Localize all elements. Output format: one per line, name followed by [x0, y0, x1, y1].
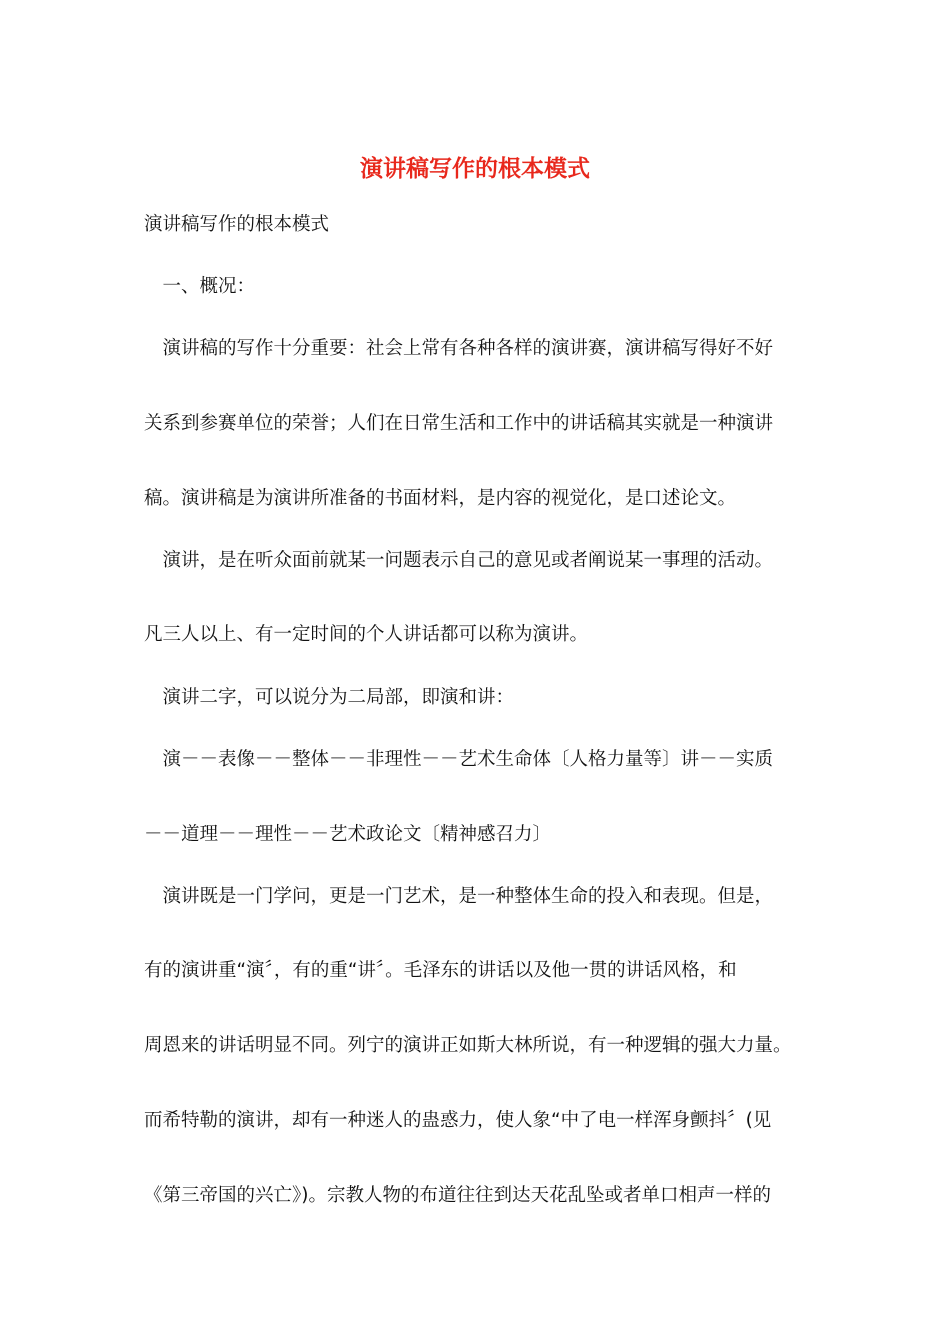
paragraph-line: 凡三人以上、有一定时间的个人讲话都可以称为演讲。	[144, 624, 589, 645]
document-title: 演讲稿写作的根本模式	[360, 155, 590, 182]
paragraph-line: 演讲二字，可以说分为二局部，即演和讲：	[144, 687, 515, 708]
paragraph-line: 关系到参赛单位的荣誉；人们在日常生活和工作中的讲话稿其实就是一种演讲	[144, 413, 774, 434]
paragraph-line: 演讲稿写作的根本模式	[144, 214, 330, 235]
paragraph-line: 周恩来的讲话明显不同。列宁的演讲正如斯大林所说，有一种逻辑的强大力量。	[144, 1035, 792, 1056]
paragraph-line: 有的演讲重“演〞，有的重“讲〞。毛泽东的讲话以及他一贯的讲话风格，和	[144, 960, 737, 981]
paragraph-line: 演讲稿的写作十分重要：社会上常有各种各样的演讲赛，演讲稿写得好不好	[144, 338, 774, 359]
paragraph-line: 一、概况：	[144, 276, 256, 297]
paragraph-line: －－道理－－理性－－艺术政论文〔精神感召力〕	[144, 824, 552, 845]
paragraph-line: 演－－表像－－整体－－非理性－－艺术生命体〔人格力量等〕讲－－实质	[144, 749, 774, 770]
paragraph-line: 演讲既是一门学问，更是一门艺术，是一种整体生命的投入和表现。但是，	[144, 886, 774, 907]
paragraph-line: 《第三帝国的兴亡》)。宗教人物的布道往往到达天花乱坠或者单口相声一样的	[144, 1185, 771, 1206]
paragraph-line: 而希特勒的演讲，却有一种迷人的蛊惑力，使人象“中了电一样浑身颤抖〞(见	[144, 1110, 772, 1131]
paragraph-line: 演讲，是在听众面前就某一问题表示自己的意见或者阐说某一事理的活动。	[144, 550, 774, 571]
paragraph-line: 稿。演讲稿是为演讲所准备的书面材料，是内容的视觉化，是口述论文。	[144, 488, 737, 509]
